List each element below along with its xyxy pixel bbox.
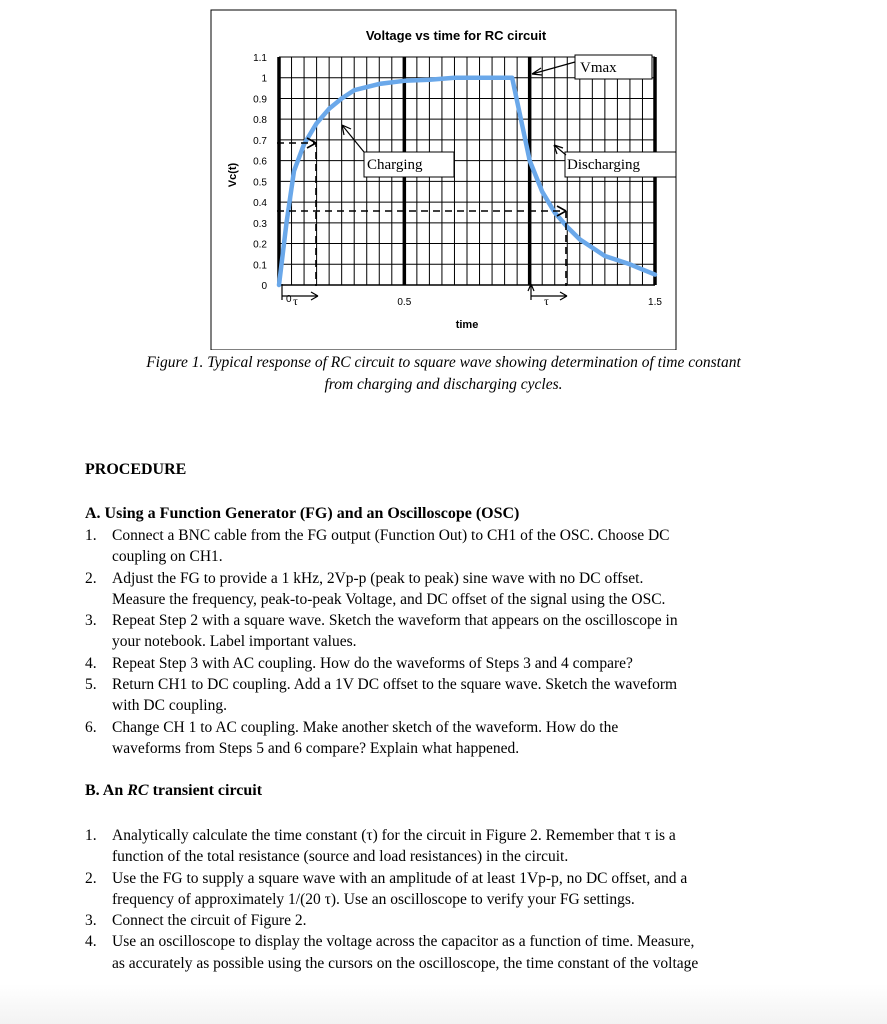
y-tick-label: 0 <box>261 281 267 292</box>
item-number: 1. <box>85 827 97 844</box>
section-a-list <box>85 525 815 759</box>
list-item <box>85 568 815 611</box>
item-line: Change CH 1 to AC coupling. Make another sketch of the waveform. How do the <box>112 718 619 736</box>
tau-label-charging: τ <box>293 294 298 308</box>
item-line: Measure the frequency, peak-to-peak Voltage, and DC offset of the signal using the OSC. <box>112 590 666 608</box>
item-line: function of the total resistance (source and load resistances) in the circuit. <box>112 848 569 866</box>
item-line: frequency of approximately 1/(20 τ). Use an oscilloscope to verify your FG settings. <box>112 890 635 908</box>
item-number: 4. <box>85 654 97 672</box>
section-b-heading: B. An RC transient circuit <box>85 782 263 799</box>
item-number: 2. <box>85 569 97 587</box>
section-a-heading: A. Using a Function Generator (FG) and an Oscilloscope (OSC) <box>85 505 520 522</box>
item-number: 5. <box>85 676 97 694</box>
item-line: Use the FG to supply a square wave with an amplitude of at least 1Vp-p, no DC offset, and a <box>112 869 688 887</box>
tau-zero-label: 0 <box>286 294 292 305</box>
y-tick-label: 1 <box>261 73 267 85</box>
item-number: 3. <box>85 612 97 630</box>
vmax-label: Vmax <box>580 60 617 76</box>
procedure-heading: PROCEDURE <box>85 461 187 478</box>
caption-line-1: Figure 1. Typical response of RC circuit to square wave showing determination of time constant <box>146 354 741 371</box>
y-tick-label: 0.5 <box>253 177 267 189</box>
y-tick-label: 0.6 <box>253 156 267 168</box>
x-tick-label: 0.5 <box>397 297 412 308</box>
item-line: with DC coupling. <box>112 697 227 715</box>
item-line: waveforms from Steps 5 and 6 compare? Explain what happened. <box>112 739 520 757</box>
rc-voltage-chart <box>0 0 887 350</box>
figure-caption <box>0 352 887 396</box>
y-tick-label: 0.1 <box>253 260 267 272</box>
item-line: as accurately as possible using the cursors on the oscilloscope, the time constant of the voltage <box>112 954 699 972</box>
page-bottom-fade <box>0 984 887 1024</box>
item-number: 1. <box>85 527 97 544</box>
list-item <box>85 653 815 674</box>
y-tick-label: 1.1 <box>253 53 267 64</box>
item-line: Repeat Step 3 with AC coupling. How do the waveforms of Steps 3 and 4 compare? <box>112 654 633 672</box>
x-axis-label: time <box>455 319 479 331</box>
list-item <box>85 910 815 931</box>
item-line: Use an oscilloscope to display the voltage across the capacitor as a function of time. Measure, <box>112 933 695 951</box>
y-tick-label: 0.9 <box>253 94 267 106</box>
item-line: Return CH1 to DC coupling. Add a 1V DC offset to the square wave. Sketch the waveform <box>112 676 678 694</box>
y-tick-label: 0.8 <box>253 115 267 127</box>
item-number: 4. <box>85 933 97 951</box>
item-line: Analytically calculate the time constant (τ) for the circuit in Figure 2. Remember that τ is a <box>112 827 676 844</box>
section-b-list <box>85 825 815 974</box>
item-line: Connect the circuit of Figure 2. <box>112 912 307 930</box>
caption-line-2: from charging and discharging cycles. <box>324 376 563 393</box>
list-item <box>85 868 815 911</box>
list-item <box>85 674 815 717</box>
tau-label-discharging: τ <box>544 294 549 308</box>
list-item <box>85 717 815 760</box>
item-line: coupling on CH1. <box>112 548 223 566</box>
item-line: Connect a BNC cable from the FG output (Function Out) to CH1 of the OSC. Choose DC <box>112 527 670 544</box>
item-line: your notebook. Label important values. <box>112 633 357 651</box>
y-tick-label: 0.2 <box>253 239 267 251</box>
discharging-label: Discharging <box>567 157 641 173</box>
item-line: Adjust the FG to provide a 1 kHz, 2Vp-p (peak to peak) sine wave with no DC offset. <box>112 569 644 587</box>
x-tick-label: 1.5 <box>648 297 662 308</box>
item-number: 3. <box>85 912 97 930</box>
item-number: 2. <box>85 869 97 887</box>
list-item <box>85 931 815 974</box>
item-number: 6. <box>85 718 97 736</box>
charging-label: Charging <box>367 157 423 173</box>
y-tick-label: 0.4 <box>253 198 267 210</box>
list-item <box>85 825 815 868</box>
list-item <box>85 525 815 568</box>
item-line: Repeat Step 2 with a square wave. Sketch the waveform that appears on the oscilloscope in <box>112 612 678 630</box>
y-tick-label: 0.3 <box>253 218 267 230</box>
y-axis-label: Vc(t) <box>227 162 239 188</box>
list-item <box>85 610 815 653</box>
y-tick-label: 0.7 <box>253 135 267 147</box>
chart-title: Voltage vs time for RC circuit <box>365 28 547 43</box>
